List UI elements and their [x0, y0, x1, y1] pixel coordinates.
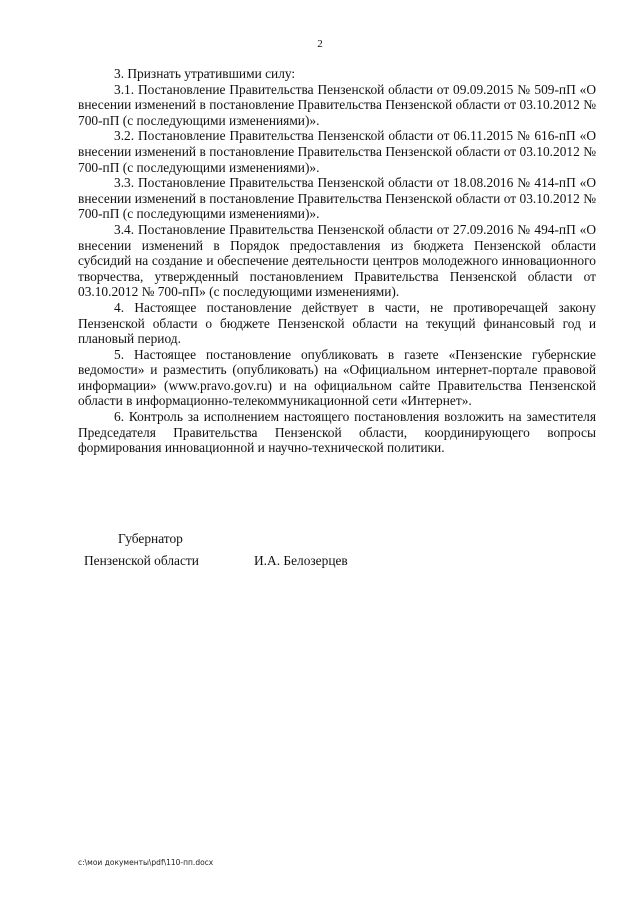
- document-body: [78, 66, 596, 456]
- paragraph-3-3: 3.3. Постановление Правительства Пензенской области от 18.08.2016 № 414-пП «О внесении изменений в постановление Правительства Пензенской области от 03.10.2012 № 700-пП (с последующими изменениями)».: [78, 175, 596, 222]
- paragraph-6: 6. Контроль за исполнением настоящего постановления возложить на заместителя Председателя Правительства Пензенской области, координирующего вопросы формирования инновационной и научно-технической политики.: [78, 409, 596, 456]
- paragraph-3-2: 3.2. Постановление Правительства Пензенской области от 06.11.2015 № 616-пП «О внесении изменений в постановление Правительства Пензенской области от 03.10.2012 № 700-пП (с последующими изменениями)».: [78, 128, 596, 175]
- paragraph-3-1: 3.1. Постановление Правительства Пензенской области от 09.09.2015 № 509-пП «О внесении изменений в постановление Правительства Пензенской области от 03.10.2012 № 700-пП (с последующими изменениями)».: [78, 81, 596, 128]
- footer-file-path: c:\мои документы\pdf\110-пп.docx: [78, 858, 214, 867]
- paragraph-3: 3. Признать утратившими силу:: [114, 66, 296, 81]
- signature-block: [84, 528, 348, 572]
- paragraph-5: 5. Настоящее постановление опубликовать в газете «Пензенские губернские ведомости» и разместить (опубликовать) на «Официальном интернет-портале правовой информации» (www.pravo.gov.ru) и на официальном сайте Правительства Пензенской области в информационно-телекоммуникационной сети «Интернет».: [78, 346, 596, 409]
- signature-row: [84, 550, 348, 572]
- paragraph-3-4: 3.4. Постановление Правительства Пензенской области от 27.09.2016 № 494-пП «О внесении изменений в Порядок предоставления из бюджета Пензенской области субсидий на создание и обеспечение деятельности центров молодежного инновационного творчества, утвержденный постановлением Правительства Пензенской области от 03.10.2012 № 700-пП» (с последующими изменениями).: [78, 221, 596, 300]
- signatory-name: И.А. Белозерцев: [254, 553, 348, 568]
- signatory-title-line2: Пензенской области: [84, 553, 199, 568]
- signatory-title-line1: Губернатор: [118, 531, 183, 546]
- paragraph-4: 4. Настоящее постановление действует в части, не противоречащей закону Пензенской области о бюджете Пензенской области на текущий финансовый год и плановый период.: [78, 299, 596, 347]
- page-number: 2: [317, 38, 323, 50]
